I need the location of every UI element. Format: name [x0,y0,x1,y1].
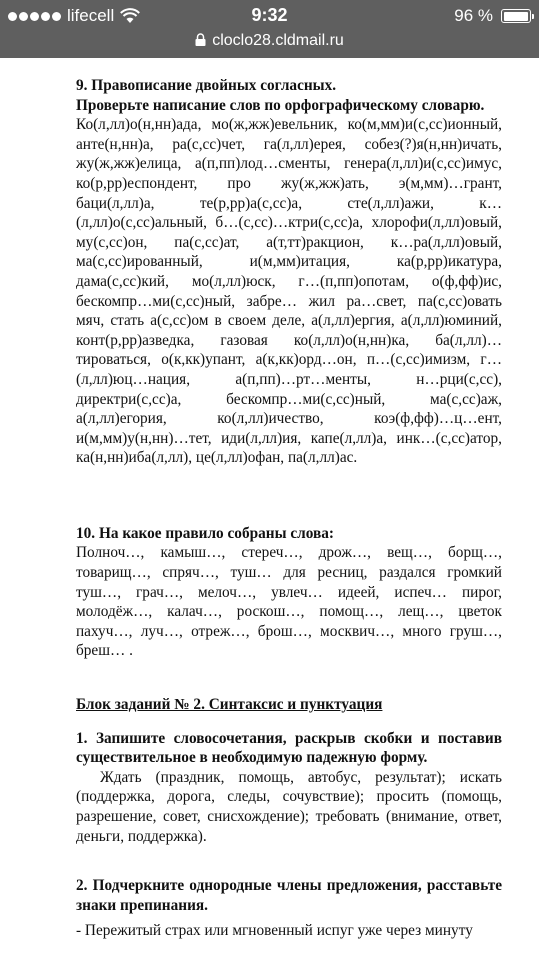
task-2-first-line: - Пережитый страх или мгновенный испуг уже через минуту [76,922,473,940]
block-2-title: Блок заданий № 2. Синтаксис и пунктуация [76,696,383,714]
section-9-instruction: Проверьте написание слов по орфографическому словарю. [76,96,485,114]
carrier-name: lifecell [67,6,115,25]
battery-level [504,12,528,21]
task-1-heading: 1. Запишите словосочетания, раскрыв скобки и поставив существительное в необходимую падежную форму. [76,729,502,767]
task-1-body: Ждать (праздник, помощь, автобус, результат); искать (поддержка, дорога, следы, сочувствие); просить (помощь, разрешение, совет, снисхождение); требовать (внимание, ответ, деньги, поддержка). [76,768,502,845]
battery-icon [501,9,531,23]
section-9-heading: 9. Правописание двойных согласных. [76,77,337,94]
document-page [76,76,502,941]
status-bar [0,0,539,58]
address-bar[interactable] [0,32,539,50]
clock-time: 9:32 [251,5,288,25]
lock-icon [195,33,206,46]
section-10-word-list: Полноч…, камыш…, стереч…, дрож…, вещ…, борщ…, товарищ…, спряч…, туш… для ресниц, раздался громкий туш…, грач…, мелоч…, увлеч… идеей, испеч… пирог, молодёж…, калач…, роскош…, помощ…, лещ…, цветок пахуч…, луч…, отреж…, брош…, москвич…, много груш…, бреш… . [76,544,502,660]
section-10-heading: 10. На какое правило собраны слова: [76,524,334,542]
section-9-word-list: Ко(л,лл)о(н,нн)ада, мо(ж,жж)евельник, ко(м,мм)и(с,сс)ионный, анте(н,нн)а, ра(с,сс)чет, га(л,лл)ерея, собез(?)я(н,нн)ичать, жу(ж,жж)елица, а(п,пп)лод…сменты, генера(л,лл)и(с,сс)имус, ко(р,рр)еспондент, про жу(ж,жж)ать, э(м,мм)…грант, баци(л,лл)а, те(р,рр)а(с,сс)а, сте(л,лл)ажи, к…(л,лл)о(с,сс)альный, б…(с,сс)…ктри(с,сс)а, хлорофи(л,лл)овый, му(с,сс)он, па(с,сс)ат, а(т,тт)ракцион, к…ра(л,лл)овый, ма(с,сс)ированный, и(м,мм)итация, ка(р,рр)икатура, дама(с,сс)кий, мо(л,лл)юск, г…(п,пп)опотам, о(ф,фф)ис, бескомпр…ми(с,сс)ный, забре… жил ра…свет, па(с,сс)овать мяч, стать а(с,сс)ом в своем деле, а(л,лл)ергия, а(л,лл)юминий, конт(р,рр)азведка, газовая ко(л,лл)о(н,нн)ка, ба(л,лл)…тироваться, о(к,кк)упант, а(к,кк)орд…он, п…(с,сс)имизм, г…(л,лл)юц…нация, а(п,пп)…рт…менты, н…рци(с,сс), директри(с,сс)а, бескомпр…ми(с,сс)ный, ма(с,сс)аж, а(л,лл)егория, ко(л,лл)ичество, коэ(ф,фф)…ц…ент, и(м,мм)у(н,нн)…тет, иди(л,лл)ия, капе(л,лл)а, инк…(с,сс)атор, ка(н,нн)иба(л,лл), це(л,лл)офан, па(л,лл)ас. [76,116,502,467]
task-2-heading: 2. Подчеркните однородные члены предложения, расставьте знаки препинания. [76,877,502,914]
battery-percent: 96 % [454,6,493,25]
page-url: cloclo28.cldmail.ru [212,32,344,49]
battery-group [454,6,531,26]
